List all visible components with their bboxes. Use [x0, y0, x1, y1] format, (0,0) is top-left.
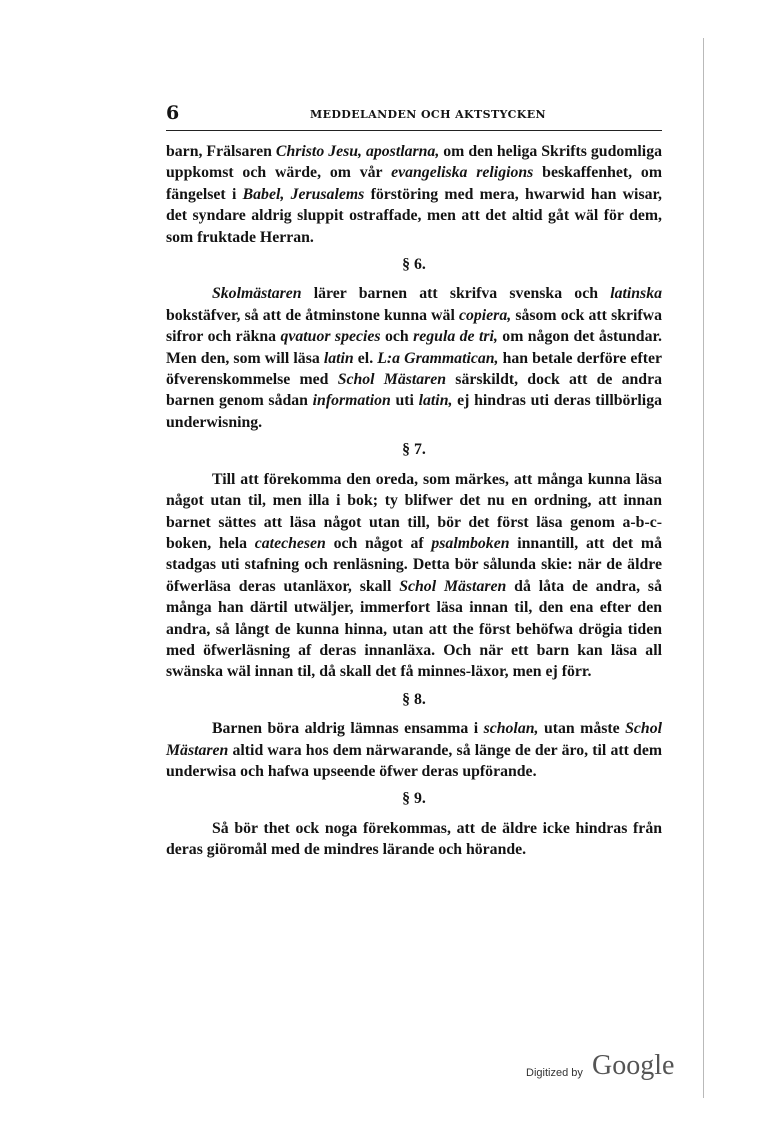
text-run: Till att förekomma den oreda, som märkes, att många kunna läsa något utan til, men illa i bok; ty blifwer det nu en ordning, att innan barnet sättes att läsa något utan till, bör det först läsa genom a-b-c-boken, hela: [166, 470, 662, 552]
italic-run: copiera,: [458, 306, 512, 324]
paragraph-5: [166, 818, 662, 861]
header-rule: [166, 130, 662, 131]
page-number: 6: [166, 102, 180, 124]
italic-run: Schol Mästaren: [399, 577, 507, 595]
text-run: förstöring med mera, hwarwid han wisar, det syndare aldrig sluppit ostraffade, men att det altid gåt wäl för dem, som fruktade Herran.: [166, 185, 663, 246]
italic-run: latin: [323, 349, 354, 367]
text-run: beskaffenhet, om fängelset i: [166, 164, 662, 203]
text-run: altid wara hos dem närwarande, så länge de der äro, til att dem underwisa och hafwa upseende öfwer deras upförande.: [166, 741, 662, 780]
italic-run: Skolmästaren: [212, 285, 302, 303]
text-run: bokstäfver, så att de åtminstone kunna wäl: [166, 306, 459, 324]
italic-run: latin,: [418, 392, 453, 410]
text-run: om den heliga Skrifts gudomliga uppkomst och wärde, om vår: [166, 143, 662, 182]
watermark-prefix: Digitized by: [526, 1067, 583, 1079]
body-text: [166, 141, 662, 861]
text-run: el.: [353, 349, 378, 367]
italic-run: Schol Mästaren: [166, 720, 662, 759]
paragraph-1: [166, 141, 662, 248]
text-run: Barnen böra aldrig lämnas ensamma i: [212, 720, 484, 738]
digitized-by-google-watermark: [526, 1050, 686, 1090]
page-edge-line: [703, 38, 704, 1098]
section-heading-9: § 9.: [402, 790, 426, 808]
text-run: då låta de andra, så många han därtil utwäljer, immerfort läsa innan til, den ena efter den andra, så långt de kunna hinna, utan att the först behöfwa drögia tiden med öfwerläsning af deras innanläxa. Och när ett barn kan läsa all swänska wäl innan til, då skall det få minnes-läxor, men ej förr.: [166, 577, 662, 681]
text-run: han betale derföre efter öfverenskommelse med: [166, 349, 662, 389]
italic-run: regula de tri,: [413, 328, 498, 346]
paragraph-4: [166, 718, 662, 782]
text-run: utan måste: [538, 720, 626, 738]
paragraph-2: [166, 283, 662, 433]
italic-run: qvatuor species: [280, 328, 381, 346]
italic-run: Schol Mästaren: [337, 371, 447, 389]
italic-run: catechesen: [254, 534, 326, 552]
text-run: om någon det åstundar. Men den, som will läsa: [166, 328, 662, 367]
text-run: innantill, att det må stadgas uti stafning och renläsning. Detta bör sålunda skie: när de äldre öfwerläsa deras utanläxor, skall: [166, 534, 662, 595]
text-run: särskildt, dock att de andra barnen genom sådan: [166, 371, 662, 410]
google-logo: Google: [592, 1050, 675, 1081]
text-run: ej hindras uti deras tillbörliga underwisning.: [166, 392, 662, 431]
text-run: och: [380, 328, 414, 346]
italic-run: Christo Jesu, apostlarna,: [275, 143, 440, 160]
text-run: barn, Frälsaren: [166, 143, 276, 160]
italic-run: Babel, Jerusalems: [242, 185, 365, 203]
text-run: och något af: [325, 534, 432, 552]
section-heading-8: § 8.: [402, 690, 426, 708]
page-header: [166, 100, 662, 126]
text-run: Så bör thet ock noga förekommas, att de äldre icke hindras från deras giöromål med de mindres lärande och hörande.: [166, 819, 662, 859]
section-heading-6: § 6.: [402, 256, 426, 274]
italic-run: information: [312, 392, 391, 410]
text-run: såsom ock att skrifwa sifror och räkna: [166, 306, 662, 346]
running-title: MEDDELANDEN OCH AKTSTYCKEN: [310, 108, 546, 121]
paragraph-3: [166, 469, 662, 683]
italic-run: scholan,: [483, 720, 539, 738]
italic-run: psalmboken: [431, 534, 510, 552]
text-run: lärer barnen att skrifva svenska och: [301, 285, 611, 303]
section-heading-7: § 7.: [402, 441, 426, 459]
italic-run: evangeliska religions: [391, 164, 534, 182]
italic-run: L:a Grammatican,: [377, 349, 499, 367]
italic-run: latinska: [610, 285, 662, 303]
text-run: uti: [390, 392, 419, 410]
